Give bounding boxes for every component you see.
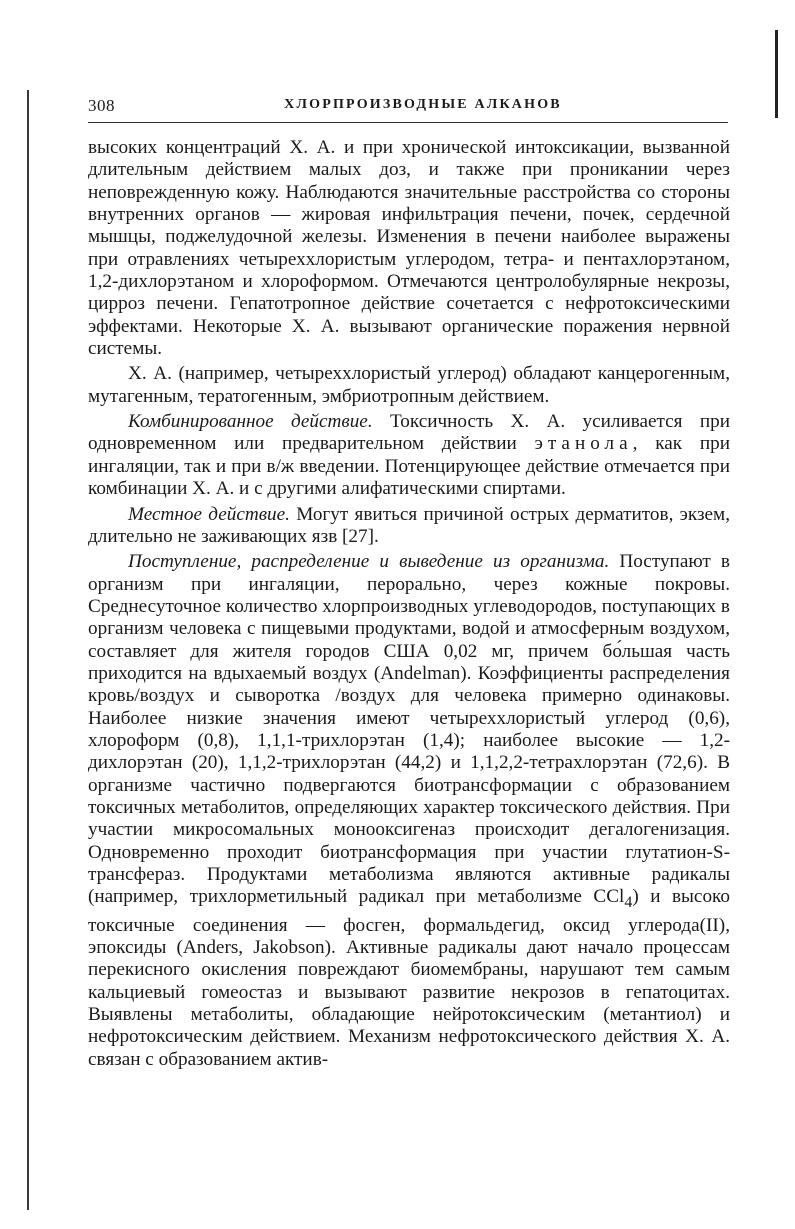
paragraph (88, 504, 730, 549)
emphasized-term: этанола (534, 433, 633, 455)
section-heading: Местное действие. (128, 503, 290, 525)
body-text (88, 137, 730, 1074)
running-title: ХЛОРПРОИЗВОДНЫЕ АЛКАНОВ (284, 97, 562, 112)
chemical-subscript: 4 (624, 894, 633, 912)
scan-margin-mark (775, 30, 778, 118)
section-heading: Комбинированное действие. (128, 411, 373, 433)
page-number: 308 (88, 96, 115, 115)
paragraph-text: Могут явиться причиной острых дерматитов, экзем, длительно не заживающих язв [27]. (88, 503, 731, 547)
header-divider (88, 122, 728, 123)
section-heading: Поступление, распределение и выведение из организма. (128, 551, 610, 573)
paragraph (88, 411, 730, 500)
paragraph: высоких концентраций Х. А. и при хронической интоксикации, вызванной длительным действием малых доз, и также при проникании через неповрежденную кожу. Наблюдаются значительные расстройства со стороны внутренних органов — жировая инфильтрация печени, почек, сердечной мышцы, поджелудочной железы. Изменения в печени наиболее выражены при отравлениях четыреххлористым углеродом, тетра- и пентахлорэтаном, 1,2-дихлорэтаном и хлороформом. Отмечаются центролобулярные некрозы, цирроз печени. Гепатотропное действие сочетается с нефротоксическими эффектами. Некоторые Х. А. вызывают органические поражения нервной системы. (88, 137, 730, 360)
scan-edge-line (27, 90, 29, 1210)
paragraph-text: , как при ингаляции, так и при в/ж введении. Потенцирующее действие отмечается при комбинации Х. А. и с другими алифатическими спиртами. (88, 433, 730, 500)
paragraph (88, 551, 730, 1071)
paragraph-text: Токсичность Х. А. усиливается при одновременном или предварительном действии (88, 411, 730, 455)
paragraph: Х. А. (например, четыреххлористый углерод) обладают канцерогенным, мутагенным, тератогенным, эмбриотропным действием. (88, 363, 730, 407)
paragraph-text: ) и высоко токсичные соединения — фосген, формальдегид, оксид углерода(II), эпоксиды (Anders, Jakobson). Активные радикалы дают начало процессам перекисного окисления повреждают биомембраны, нарушают тем самым кальциевый гомеостаз и вызывают развитие некрозов в гепатоцитах. Выявлены метаболиты, обладающие нейротоксическим (метантиол) и нефротоксическим действием. Механизм нефротоксического действия Х. А. связан с образованием актив- (88, 886, 730, 1070)
paragraph-text: Поступают в организм при ингаляции, перорально, через кожные покровы. Среднесуточное количество хлорпроизводных углеводородов, поступающих в организм человека с пищевыми продуктами, водой и атмосферным воздухом, составляет для жителя городов США 0,02 мг, причем бо́льшая часть приходится на вдыхаемый воздух (Andelman). Коэффициенты распределения кровь/воздух и сыворотка /воздух для человека примерно одинаковы. Наиболее низкие значения имеют четыреххлористый углерод (0,6), хлороформ (0,8), 1,1,1-трихлорэтан (1,4); наиболее высокие — 1,2-дихлорэтан (20), 1,1,2-трихлорэтан (44,2) и 1,1,2,2-тетрахлорэтан (72,6). В организме частично подвергаются биотрансформации с образованием токсичных метаболитов, определяющих характер токсического действия. При участии микросомальных монооксигеназ происходит дегалогенизация. Одновременно проходит биотрансформация при участии глутатион-S-трансфераз. Продуктами метаболизма являются активные радикалы (например, трихлорметильный радикал при метаболизме CCl (88, 551, 730, 908)
page-header (88, 96, 728, 118)
